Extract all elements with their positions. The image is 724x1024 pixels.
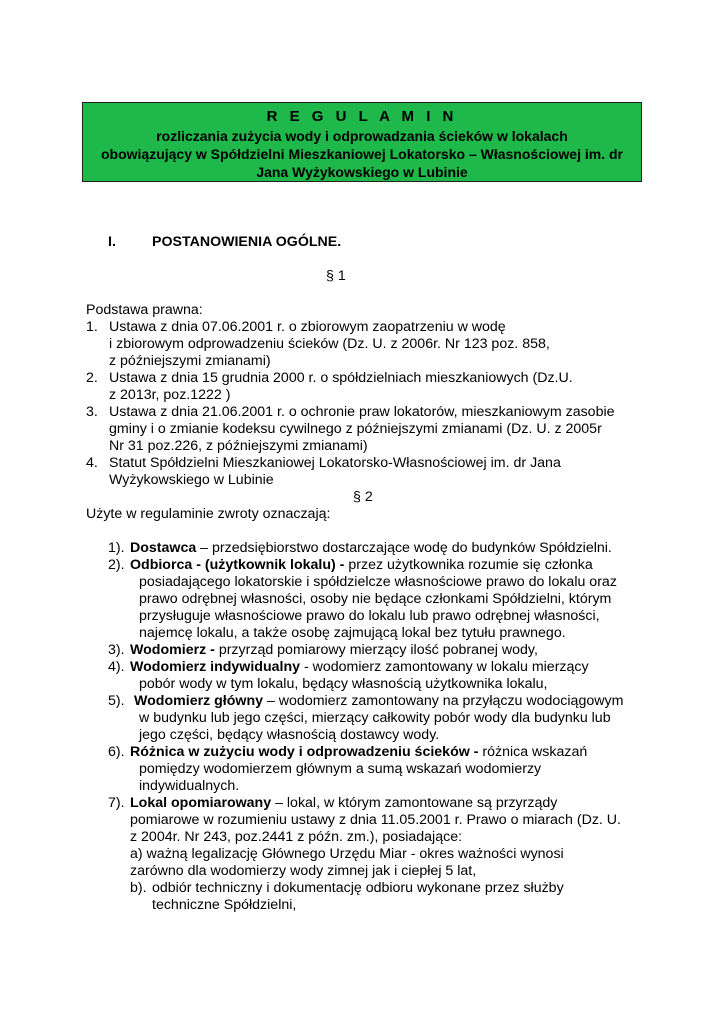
basis-item-3-line-2: gminy i o zmianie kodeksu cywilnego z późniejszymi zmianami (Dz. U. z 2005r — [109, 421, 602, 437]
definition-number: 6). — [108, 744, 125, 760]
definition-7-line-2: z 2004r. Nr 243, poz.2441 z późn. zm.), posiadające: — [130, 829, 463, 845]
basis-item-num: 3. — [86, 404, 98, 420]
definition-number: 4). — [108, 659, 125, 675]
basis-item-3-line-3: Nr 31 poz.226, z późniejszymi zmianami) — [109, 438, 368, 454]
definition-5-line-2: jego części, będący własnością dostawcy wody. — [139, 727, 440, 743]
definition-number: 7). — [108, 795, 125, 811]
definition-text: – przedsiębiorstwo dostarczające wodę do budynków Spółdzielni. — [196, 540, 612, 556]
sub-item-b-line-1: techniczne Spółdzielni, — [152, 897, 297, 913]
definition-term: Wodomierz główny — [134, 693, 264, 709]
definition-2-line-3: przysługuje własnościowe prawo do lokalu lub prawo odrębnej własności, — [139, 608, 600, 624]
basis-item-3-line-1: Ustawa z dnia 21.06.2001 r. o ochronie praw lokatorów, mieszkaniowym zasobie — [109, 404, 615, 420]
definition-term: Lokal opomiarowany — [130, 795, 272, 811]
definition-text: przyrząd pomiarowy mierzący ilość pobranej wody, — [214, 642, 538, 658]
title-box — [82, 102, 642, 182]
definition-text: - wodomierz zamontowany w lokalu mierzący — [300, 659, 589, 675]
definition-term: Wodomierz - — [130, 642, 215, 658]
definition-6-line-1: pomiędzy wodomierzem głównym a sumą wskazań wodomierzy — [139, 761, 542, 777]
definition-7-line-3: a) ważną legalizację Głównego Urzędu Miar - okres ważności wynosi — [130, 846, 564, 862]
section-heading: POSTANOWIENIA OGÓLNE. — [152, 234, 342, 250]
paragraph-mark-2: § 2 — [353, 489, 373, 505]
basis-item-2-line-2: z 2013r, poz.1222 ) — [109, 387, 231, 403]
definition-4-line-1: pobór wody w tym lokalu, będący własnością użytkownika lokalu, — [139, 676, 548, 692]
sub-item-number: b). — [130, 880, 147, 896]
document-title: R E G U L A M I N — [266, 108, 458, 125]
basis-item-2-line-1: Ustawa z dnia 15 grudnia 2000 r. o spółdzielniach mieszkaniowych (Dz.U. — [109, 370, 573, 386]
definition-7 — [130, 795, 557, 812]
basis-item-4-line-2: Wyżykowskiego w Lubinie — [109, 472, 274, 488]
definition-term: Różnica w zużyciu wody i odprowadzeniu ścieków - — [130, 744, 479, 760]
definition-text: – wodomierz zamontowany na przyłączu wodociągowym — [263, 693, 624, 709]
definition-number: 3). — [108, 642, 125, 658]
definition-text: różnica wskazań — [478, 744, 588, 760]
definition-number: 5). — [108, 693, 125, 709]
definition-5 — [134, 693, 623, 710]
definition-4 — [130, 659, 589, 676]
basis-item-num: 2. — [86, 370, 98, 386]
subtitle-line-1: rozliczania zużycia wody i odprowadzania ścieków w lokalach — [156, 128, 568, 144]
definition-text: przez użytkownika rozumie się członka — [348, 557, 593, 573]
definition-term: Dostawca — [130, 540, 197, 556]
definition-number: 2). — [108, 557, 125, 573]
basis-item-1-line-1: Ustawa z dnia 07.06.2001 r. o zbiorowym zaopatrzeniu w wodę — [109, 319, 506, 335]
basis-item-1-line-2: i zbiorowym odprowadzeniu ścieków (Dz. U. z 2006r. Nr 123 poz. 858, — [109, 336, 550, 352]
definition-7-line-1: pomiarowe w rozumieniu ustawy z dnia 11.05.2001 r. Prawo o miarach (Dz. U. — [130, 812, 621, 828]
paragraph-mark-1: § 1 — [326, 268, 346, 284]
definitions-intro: Użyte w regulaminie zwroty oznaczają: — [86, 506, 331, 522]
definition-2-line-4: najemcę lokalu, a także osobę zajmującą lokal bez tytułu prawnego. — [139, 625, 566, 641]
definition-2-line-2: prawo odrębnej własności, osoby nie będące członkami Spółdzielni, którym — [139, 591, 612, 607]
definition-6 — [130, 744, 587, 761]
basis-item-num: 4. — [86, 455, 98, 471]
definition-3 — [130, 642, 538, 659]
definition-term: Wodomierz indywidualny — [130, 659, 301, 675]
definition-7-line-4: zarówno dla wodomierzy wody zimnej jak i ciepłej 5 lat, — [130, 863, 477, 879]
definition-number: 1). — [108, 540, 125, 556]
definition-term: Odbiorca - (użytkownik lokalu) - — [130, 557, 349, 573]
definition-2 — [130, 557, 593, 574]
definition-2-line-1: posiadającego lokatorskie i spółdzielcze własnościowe prawo do lokalu oraz — [139, 574, 617, 590]
legal-basis-label: Podstawa prawna: — [86, 302, 203, 318]
sub-item-b: odbiór techniczny i dokumentację odbioru wykonane przez służby — [152, 880, 564, 896]
basis-item-num: 1. — [86, 319, 98, 335]
definition-text: – lokal, w którym zamontowane są przyrządy — [271, 795, 558, 811]
subtitle-line-3: Jana Wyżykowskiego w Lubinie — [256, 164, 468, 180]
basis-item-1-line-3: z późniejszymi zmianami) — [109, 353, 271, 369]
section-number: I. — [108, 234, 116, 250]
definition-5-line-1: w budynku lub jego części, mierzący całkowity pobór wody dla budynku lub — [139, 710, 611, 726]
definition-6-line-2: indywidualnych. — [139, 778, 240, 794]
definition-1 — [130, 540, 612, 557]
basis-item-4-line-1: Statut Spółdzielni Mieszkaniowej Lokatorsko-Własnościowej im. dr Jana — [109, 455, 561, 471]
subtitle-line-2: obowiązujący w Spółdzielni Mieszkaniowej Lokatorsko – Własnościowej im. dr — [100, 146, 623, 162]
